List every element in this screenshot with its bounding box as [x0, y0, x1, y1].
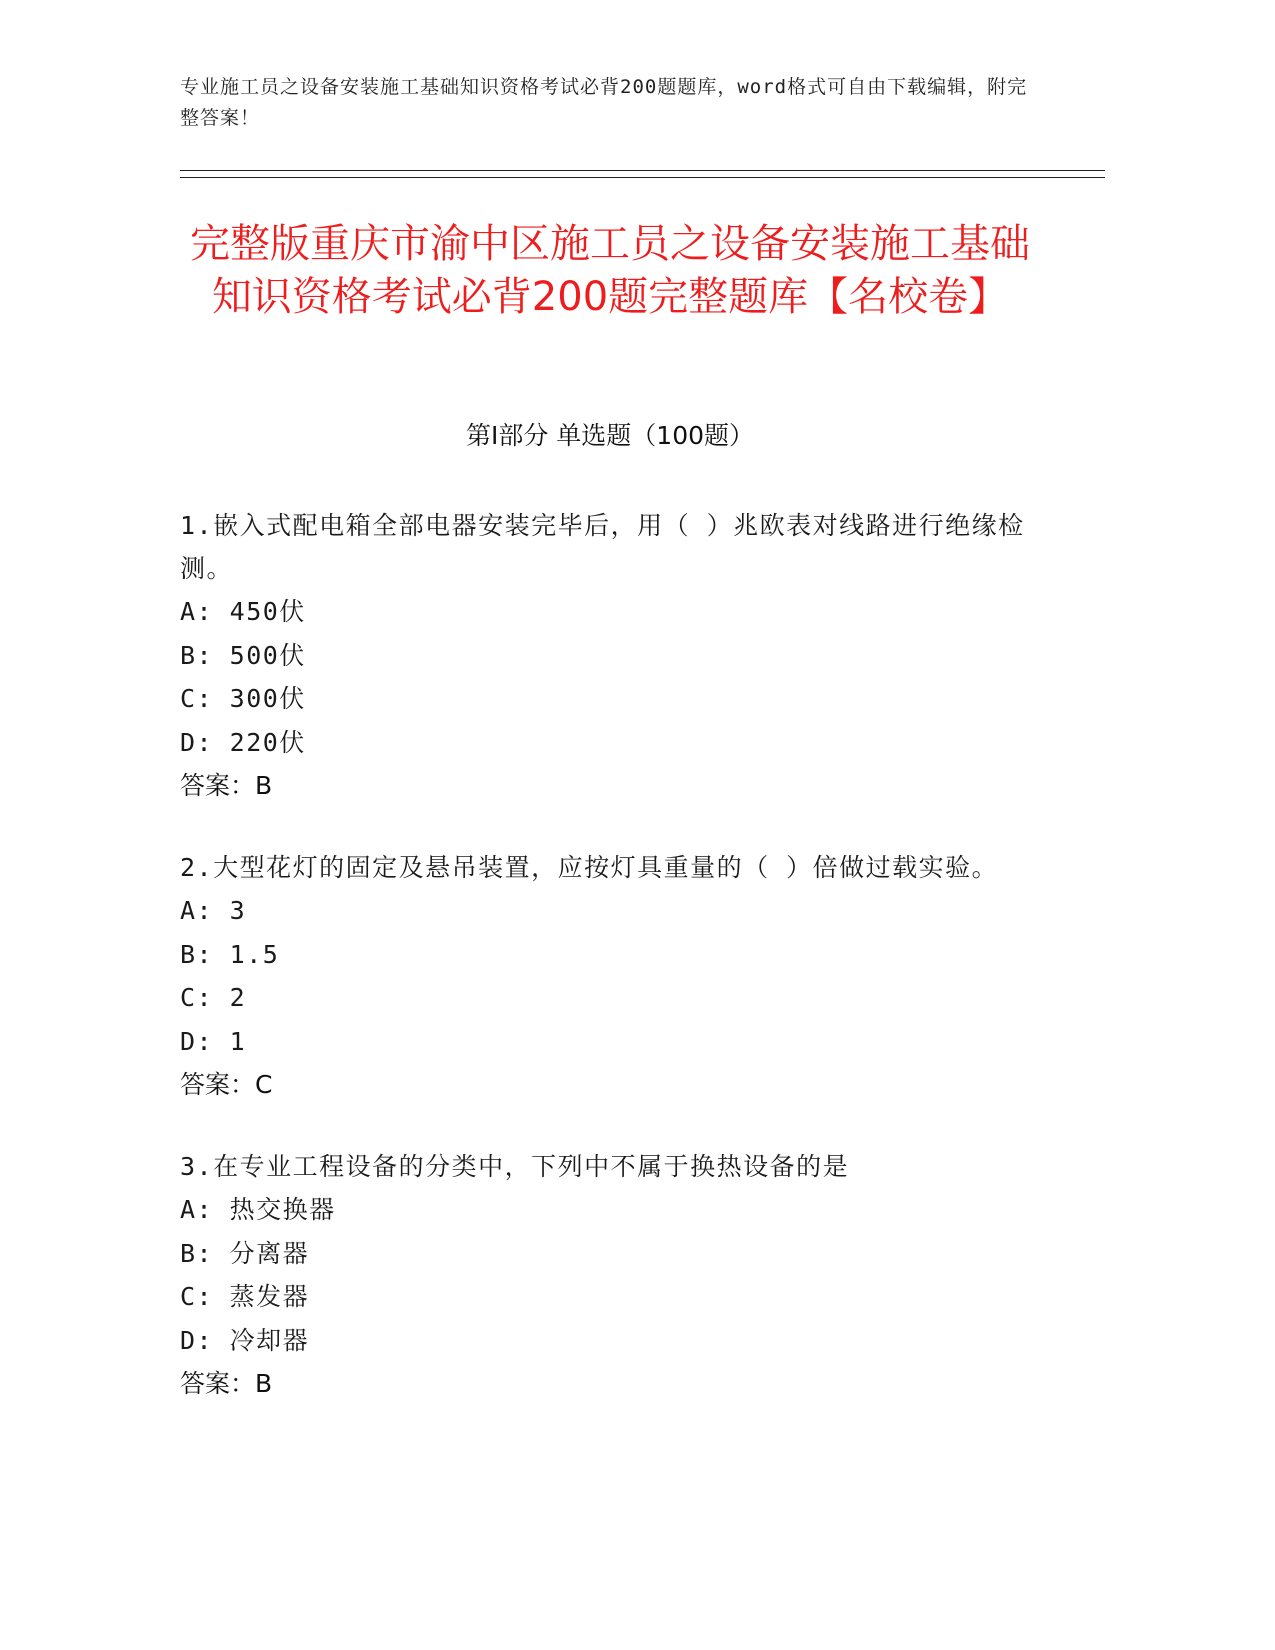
option-b: B: 500伏 — [180, 640, 306, 670]
option-a: A: 3 — [180, 896, 247, 925]
header-divider-top — [180, 170, 1105, 171]
option-d: D: 1 — [180, 1026, 247, 1056]
option-b: B: 分离器 — [180, 1238, 310, 1268]
question-2 — [180, 846, 1040, 1107]
option-c: C: 蒸发器 — [180, 1282, 310, 1311]
question-stem: 1.嵌入式配电箱全部电器安装完毕后，用（ ）兆欧表对线路进行绝缘检测。 — [180, 511, 1025, 583]
option-a: A: 热交换器 — [180, 1195, 336, 1224]
header-divider-bottom — [180, 177, 1105, 178]
answer: 答案：C — [180, 1070, 273, 1099]
option-d: D: 冷却器 — [180, 1325, 310, 1355]
question-3 — [180, 1145, 1040, 1406]
option-b: B: 1.5 — [180, 939, 280, 969]
question-list — [180, 504, 1040, 1444]
question-1 — [180, 504, 1040, 808]
question-stem: 3.在专业工程设备的分类中，下列中不属于换热设备的是 — [180, 1152, 850, 1181]
answer: 答案：B — [180, 1369, 273, 1398]
section-title: 第I部分 单选题（100题） — [465, 421, 755, 450]
option-d: D: 220伏 — [180, 727, 306, 757]
option-c: C: 300伏 — [180, 684, 306, 713]
option-a: A: 450伏 — [180, 597, 306, 626]
question-stem: 2.大型花灯的固定及悬吊装置，应按灯具重量的（ ）倍做过载实验。 — [180, 853, 999, 882]
option-c: C: 2 — [180, 983, 247, 1012]
answer: 答案：B — [180, 771, 273, 800]
header-note: 专业施工员之设备安装施工基础知识资格考试必背200题题库，word格式可自由下载编辑，附完整答案！ — [180, 76, 1028, 129]
document-title: 完整版重庆市渝中区施工员之设备安装施工基础知识资格考试必背200题完整题库【名校卷】 — [190, 221, 1030, 320]
